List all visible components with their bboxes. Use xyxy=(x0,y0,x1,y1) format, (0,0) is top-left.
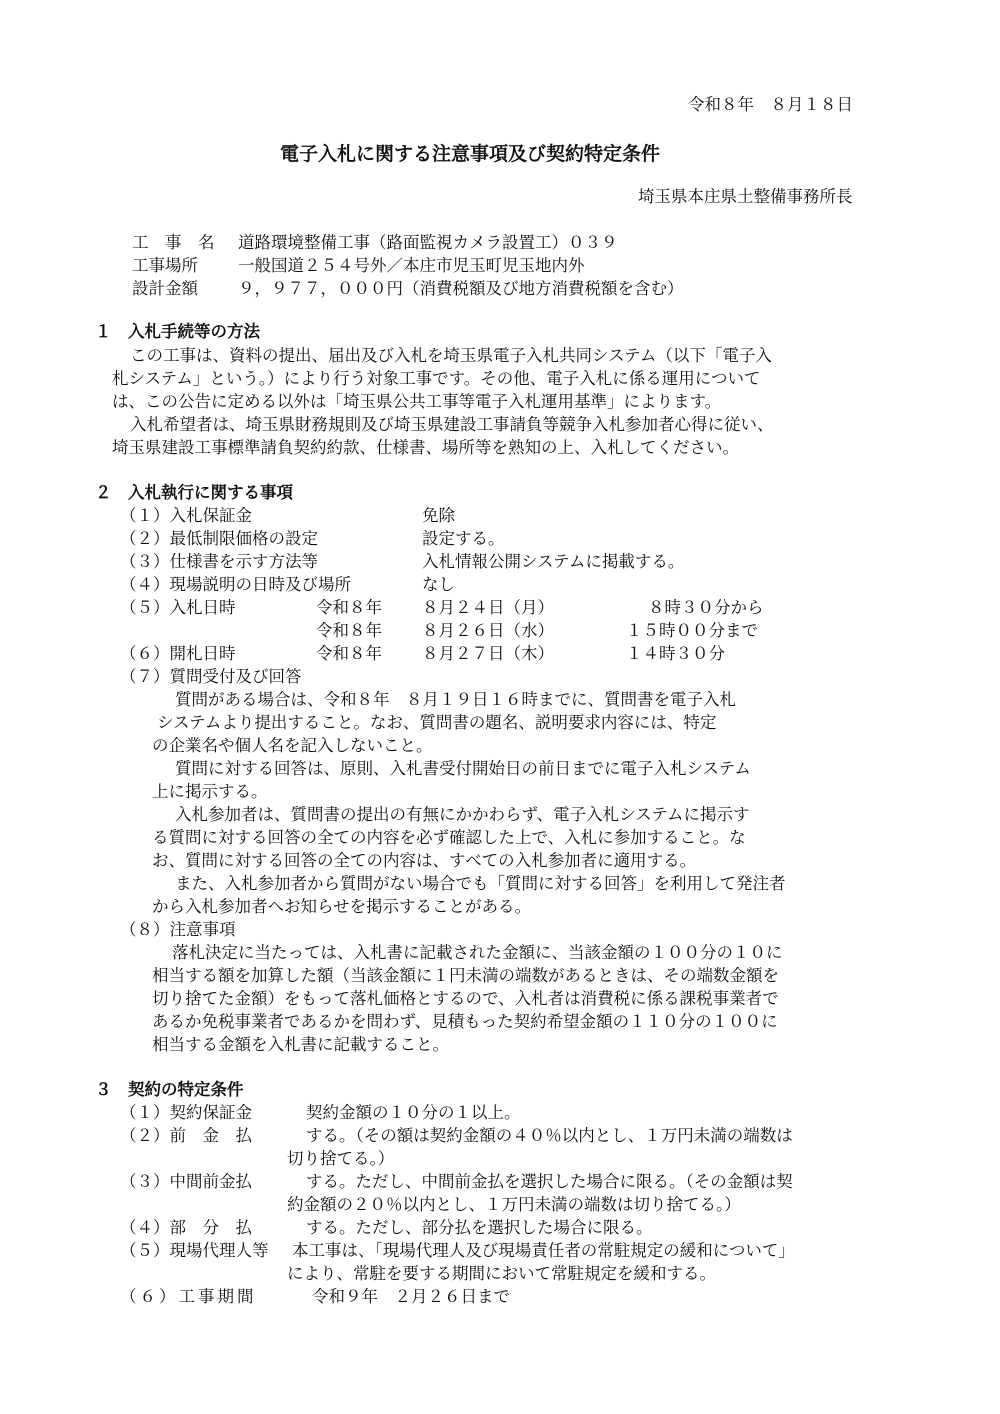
project-place-value: 一般国道２５４号外／本庄市児玉町児玉地内外 xyxy=(238,256,585,275)
question-line: から入札参加者へお知らせを掲示することがある。 xyxy=(152,897,532,916)
issuer: 埼玉県本庄県土整備事務所長 xyxy=(638,187,853,206)
section-1-heading: １ 入札手続等の方法 xyxy=(95,322,260,341)
condition-text: する。ただし、部分払を選択した場合に限る。 xyxy=(306,1218,653,1237)
open-time: １４時３０分 xyxy=(626,644,725,663)
bid-era: 令和８年 xyxy=(316,598,382,617)
question-line: る質問に対する回答の全ての内容を必ず確認した上で、入札に参加すること。な xyxy=(152,828,746,847)
condition-label: （４）部 分 払 xyxy=(120,1218,252,1237)
question-line: また、入札参加者から質問がない場合でも「質問に対する回答」を利用して発注者 xyxy=(175,874,786,893)
bid-datetime-label: （５）入札日時 xyxy=(120,598,236,617)
condition-label: （３）中間前金払 xyxy=(120,1172,252,1191)
section-1-line: 埼玉県建設工事標準請負契約約款、仕様書、場所等を熟知の上、入札してください。 xyxy=(112,438,739,457)
bid-era: 令和８年 xyxy=(316,621,382,640)
question-line: システムより提出すること。なお、質問書の題名、説明要求内容には、特定 xyxy=(157,713,717,732)
open-date: ８月２７日（木） xyxy=(422,644,554,663)
item-label: （３）仕様書を示す方法等 xyxy=(120,552,318,571)
notes-line: 切り捨てた金額）をもって落札価格とするので、入札者は消費税に係る課税事業者で xyxy=(152,989,779,1008)
question-line: お、質問に対する回答の全ての内容は、すべての入札参加者に適用する。 xyxy=(152,851,697,870)
bid-time: １５時００分まで xyxy=(626,621,758,640)
section-2-heading: ２ 入札執行に関する事項 xyxy=(95,483,293,502)
section-1-line: この工事は、資料の提出、届出及び入札を埼玉県電子入札共同システム（以下「電子入 xyxy=(130,346,772,365)
project-name-label: 工 事 名 xyxy=(132,233,215,252)
condition-label: （２）前 金 払 xyxy=(120,1126,252,1145)
condition-label: （５）現場代理人等 xyxy=(120,1241,269,1260)
question-line: 質問に対する回答は、原則、入札書受付開始日の前日までに電子入札システム xyxy=(175,759,751,778)
question-line: 入札参加者は、質問書の提出の有無にかかわらず、電子入札システムに掲示す xyxy=(175,805,750,824)
bid-date: ８月２６日（水） xyxy=(422,621,554,640)
question-line: 上に掲示する。 xyxy=(152,782,268,801)
item-label: （２）最低制限価格の設定 xyxy=(120,529,318,548)
condition-text: により、常駐を要する期間において常駐規定を緩和する。 xyxy=(287,1264,716,1283)
notes-line: 相当する金額を入札書に記載すること。 xyxy=(152,1035,449,1054)
notes-line: 相当する額を加算した額（当該金額に１円未満の端数があるときは、その端数金額を xyxy=(152,966,779,985)
condition-label: （１）契約保証金 xyxy=(120,1103,252,1122)
project-price-value: ９，９７７，０００円（消費税額及び地方消費税額を含む） xyxy=(238,279,684,298)
project-name-value: 道路環境整備工事（路面監視カメラ設置工）０３９ xyxy=(238,233,618,252)
condition-text: 令和９年 ２月２６日まで xyxy=(312,1287,510,1306)
condition-text: 切り捨てる。） xyxy=(287,1149,395,1168)
condition-text: 本工事は、「現場代理人及び現場責任者の常駐規定の緩和について」 xyxy=(292,1241,795,1260)
notes-heading: （８）注意事項 xyxy=(120,920,236,939)
notes-line: 落札決定に当たっては、入札書に記載された金額に、当該金額の１００分の１０に xyxy=(172,943,783,962)
document-date: 令和８年 ８月１８日 xyxy=(688,95,853,114)
condition-text: する。（その額は契約金額の４０％以内とし、１万円未満の端数は xyxy=(306,1126,793,1145)
item-value: 免除 xyxy=(422,506,455,525)
condition-text: 約金額の２０％以内とし、１万円未満の端数は切り捨てる。） xyxy=(287,1195,741,1214)
condition-text: 契約金額の１０分の１以上。 xyxy=(306,1103,521,1122)
bid-time: ８時３０分から xyxy=(648,598,764,617)
section-3-heading: ３ 契約の特定条件 xyxy=(95,1080,244,1099)
project-place-label: 工事場所 xyxy=(132,256,198,275)
condition-text: する。ただし、中間前金払を選択した場合に限る。（その金額は契 xyxy=(306,1172,793,1191)
open-datetime-label: （６）開札日時 xyxy=(120,644,236,663)
question-heading: （７）質問受付及び回答 xyxy=(120,667,302,686)
item-label: （４）現場説明の日時及び場所 xyxy=(120,575,351,594)
item-value: なし xyxy=(422,575,455,594)
notes-line: あるか免税事業者であるかを問わず、見積もった契約希望金額の１１０分の１００に xyxy=(152,1012,778,1031)
section-1-line: 入札希望者は、埼玉県財務規則及び埼玉県建設工事請負等競争入札参加者心得に従い、 xyxy=(130,415,774,434)
question-line: 質問がある場合は、令和８年 ８月１９日１６時までに、質問書を電子入札 xyxy=(175,690,736,709)
item-label: （１）入札保証金 xyxy=(120,506,252,525)
item-value: 設定する。 xyxy=(422,529,505,548)
section-1-line: は、この公告に定める以外は「埼玉県公共工事等電子入札運用基準」によります。 xyxy=(112,392,722,411)
item-value: 入札情報公開システムに掲載する。 xyxy=(422,552,685,571)
condition-label: （６）工事期間 xyxy=(120,1287,257,1306)
section-1-line: 札システム」という。）により行う対象工事です。その他、電子入札に係る運用について xyxy=(112,369,761,388)
bid-date: ８月２４日（月） xyxy=(422,598,554,617)
project-price-label: 設計金額 xyxy=(132,279,198,298)
question-line: の企業名や個人名を記入しないこと。 xyxy=(152,736,433,755)
open-era: 令和８年 xyxy=(316,644,382,663)
document-title: 電子入札に関する注意事項及び契約特定条件 xyxy=(280,143,661,165)
